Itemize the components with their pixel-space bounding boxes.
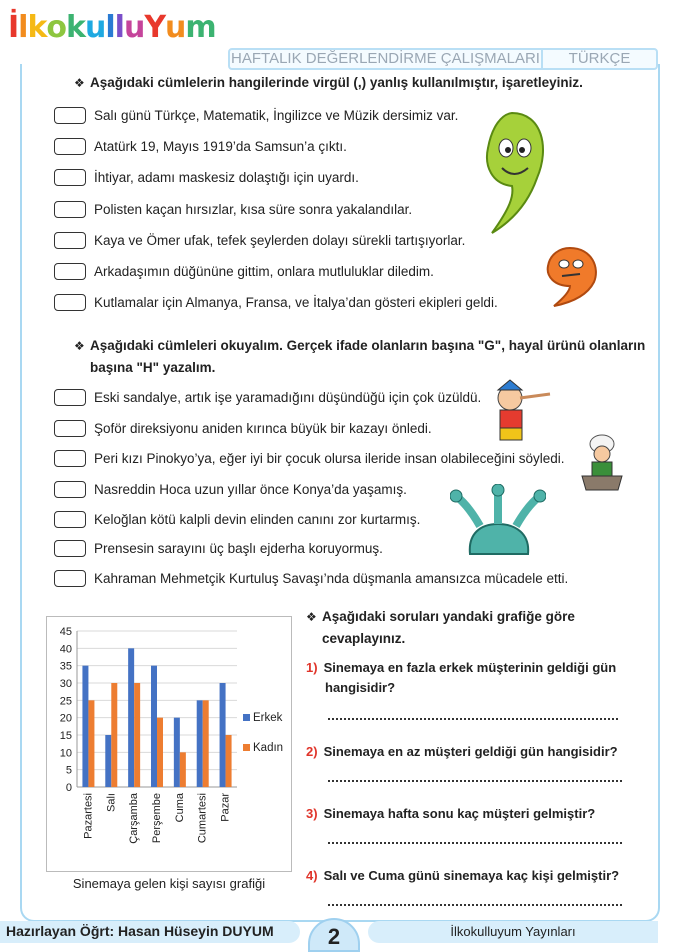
worksheet-title: HAFTALIK DEĞERLENDİRME ÇALIŞMALARI	[230, 50, 543, 68]
answer-line-1[interactable]	[328, 718, 618, 720]
comma-character-small-icon	[540, 244, 604, 308]
exercise-row	[54, 167, 359, 187]
page-number: 2	[308, 918, 360, 952]
y-tick-label: 30	[59, 678, 72, 690]
y-tick-label: 20	[59, 712, 72, 725]
logo-letter: u	[165, 10, 186, 45]
sentence-text: Eski sandalye, artık işe yaramadığını düşündüğü için çok üzüldü.	[94, 389, 482, 405]
y-tick-label: 10	[59, 747, 72, 760]
sentence-text: Nasreddin Hoca uzun yıllar önce Konya’da yaşamış.	[94, 481, 407, 497]
exercise-row	[54, 448, 564, 468]
logo-letter: l	[18, 10, 28, 45]
question-4: 4) Salı ve Cuma günü sinemaya kaç kişi gelmiştir?	[306, 868, 620, 883]
y-tick-label: 5	[65, 764, 72, 777]
sentence-text: Prensesin sarayını üç başlı ejderha koruyormuş.	[94, 540, 383, 556]
exercise-row	[54, 292, 498, 312]
logo-letter: k	[66, 10, 85, 45]
chart-caption: Sinemaya gelen kişi sayısı grafiği	[72, 876, 266, 891]
exercise-row	[54, 230, 465, 250]
legend-label: Erkek	[253, 712, 283, 724]
exercise-row	[54, 105, 458, 125]
bar-erkek	[105, 735, 111, 787]
answer-box[interactable]	[54, 138, 86, 155]
bar-erkek	[128, 648, 134, 787]
answer-box[interactable]	[54, 263, 86, 280]
comma-character-icon	[482, 108, 552, 238]
logo-letter: o	[46, 10, 67, 45]
answer-box[interactable]	[54, 232, 86, 249]
section1-instruction: ❖ Aşağıdaki cümlelerin hangilerinde virgül (,) yanlış kullanılmıştır, işaretleyiniz.	[74, 72, 583, 94]
x-tick-label: Cumartesi	[196, 793, 209, 844]
exercise-row	[54, 136, 347, 156]
answer-box[interactable]	[54, 450, 86, 467]
sentence-text: Arkadaşımın düğününe gittim, onlara mutluluklar diledim.	[94, 263, 434, 279]
logo-letter: m	[185, 10, 216, 45]
y-tick-label: 15	[59, 730, 72, 742]
footer-publisher: İlkokulluyum Yayınları	[368, 921, 658, 943]
x-tick-label: Çarşamba	[128, 793, 141, 844]
bar-erkek	[151, 666, 157, 787]
sentence-text: Salı günü Türkçe, Matematik, İngilizce ve Müzik dersimiz var.	[94, 107, 459, 123]
answer-line-4[interactable]	[328, 904, 622, 906]
pinocchio-icon	[486, 378, 556, 444]
answer-box[interactable]	[54, 294, 86, 311]
exercise-row	[54, 261, 434, 281]
answer-box[interactable]	[54, 169, 86, 186]
question-2: 2) Sinemaya en az müşteri geldiği gün hangisidir?	[306, 744, 618, 759]
exercise-row	[54, 568, 568, 588]
bar-kadın	[203, 700, 209, 787]
logo-letter: u	[123, 10, 145, 45]
bar-kadın	[226, 735, 232, 787]
bar-kadın	[111, 683, 117, 787]
y-tick-label: 35	[59, 660, 72, 673]
y-tick-label: 40	[59, 643, 72, 656]
sentence-text: İhtiyar, adamı maskesiz dolaştığı için uyardı.	[94, 169, 359, 185]
x-tick-label: Pazartesi	[82, 793, 95, 839]
answer-box[interactable]	[54, 481, 86, 498]
answer-box[interactable]	[54, 420, 86, 437]
answer-box[interactable]	[54, 201, 86, 218]
bullet-icon: ❖	[74, 339, 85, 353]
bullet-icon: ❖	[306, 610, 317, 624]
bar-kadın	[157, 718, 163, 787]
exercise-row	[54, 199, 412, 219]
sentence-text: Polisten kaçan hırsızlar, kısa süre sonra yakalandılar.	[94, 201, 413, 217]
footer-author: Hazırlayan Öğrt: Hasan Hüseyin DUYUM	[6, 923, 274, 939]
sentence-text: Keloğlan kötü kalpli devin elinden canını zor kurtarmış.	[94, 511, 421, 527]
logo-letter: u	[85, 10, 106, 45]
bar-kadın	[88, 700, 94, 787]
exercise-row	[54, 418, 432, 438]
answer-box[interactable]	[54, 570, 86, 587]
sentence-text: Kutlamalar için Almanya, Fransa, ve İtalya’dan gösteri ekipleri geldi.	[94, 294, 498, 310]
bar-kadın	[134, 683, 140, 787]
answer-box[interactable]	[54, 107, 86, 124]
bar-erkek	[220, 683, 226, 787]
sentence-text: Atatürk 19, Mayıs 1919’da Samsun’a çıktı.	[94, 138, 347, 154]
bar-erkek	[82, 666, 88, 787]
legend-label: Kadın	[253, 742, 284, 754]
answer-box[interactable]	[54, 540, 86, 557]
sentence-text: Kahraman Mehmetçik Kurtuluş Savaşı’nda düşmanla amansızca mücadele etti.	[94, 570, 569, 586]
bar-erkek	[197, 700, 203, 787]
section2-instruction: ❖ Aşağıdaki cümleleri okuyalım. Gerçek ifade olanların başına "G", hayal ürünü olanların başına "H" yazalım.	[74, 335, 645, 379]
bar-chart	[47, 617, 293, 873]
exercise-row	[54, 509, 420, 529]
x-tick-label: Pazar	[219, 793, 232, 822]
logo-letter: Y	[144, 10, 166, 45]
x-tick-label: Perşembe	[151, 793, 163, 844]
bar-erkek	[174, 718, 180, 787]
logo	[8, 10, 216, 45]
three-headed-dragon-icon	[450, 484, 546, 562]
footer-author-bar	[0, 921, 300, 943]
section3-instruction: ❖ Aşağıdaki soruları yandaki grafiğe göre cevaplayınız.	[306, 606, 575, 650]
bar-kadın	[180, 752, 186, 787]
x-tick-label: Salı	[105, 793, 118, 812]
sentence-text: Şoför direksiyonu aniden kırınca büyük bir kazayı önledi.	[94, 420, 432, 436]
answer-line-3[interactable]	[328, 842, 622, 844]
y-tick-label: 0	[65, 782, 72, 794]
y-tick-label: 45	[59, 626, 72, 638]
logo-letter: k	[27, 10, 47, 45]
exercise-row	[54, 538, 383, 558]
answer-box[interactable]	[54, 511, 86, 528]
logo-letter: l	[105, 10, 115, 45]
nasreddin-hoca-icon	[576, 432, 630, 492]
exercise-row	[54, 387, 481, 407]
exercise-row	[54, 479, 407, 499]
answer-line-2[interactable]	[328, 780, 622, 782]
legend-swatch	[243, 714, 250, 721]
chart-frame	[46, 616, 292, 872]
sentence-text: Kaya ve Ömer ufak, tefek şeylerden dolayı sürekli tartışıyorlar.	[94, 232, 466, 248]
answer-box[interactable]	[54, 389, 86, 406]
legend-swatch	[243, 744, 250, 751]
question-1: 1) Sinemaya en fazla erkek müşterinin geldiği gün hangisidir?	[306, 660, 617, 695]
bullet-icon: ❖	[74, 76, 85, 90]
y-tick-label: 25	[59, 695, 72, 708]
question-3: 3) Sinemaya hafta sonu kaç müşteri gelmiştir?	[306, 806, 596, 821]
logo-letter: l	[114, 10, 124, 45]
subject-label: TÜRKÇE	[568, 50, 631, 67]
x-tick-label: Cuma	[173, 793, 186, 823]
logo-letter: İ	[8, 10, 19, 45]
sentence-text: Peri kızı Pinokyo’ya, eğer iyi bir çocuk olursa ileride insan olabileceğini söyledi.	[94, 450, 565, 466]
